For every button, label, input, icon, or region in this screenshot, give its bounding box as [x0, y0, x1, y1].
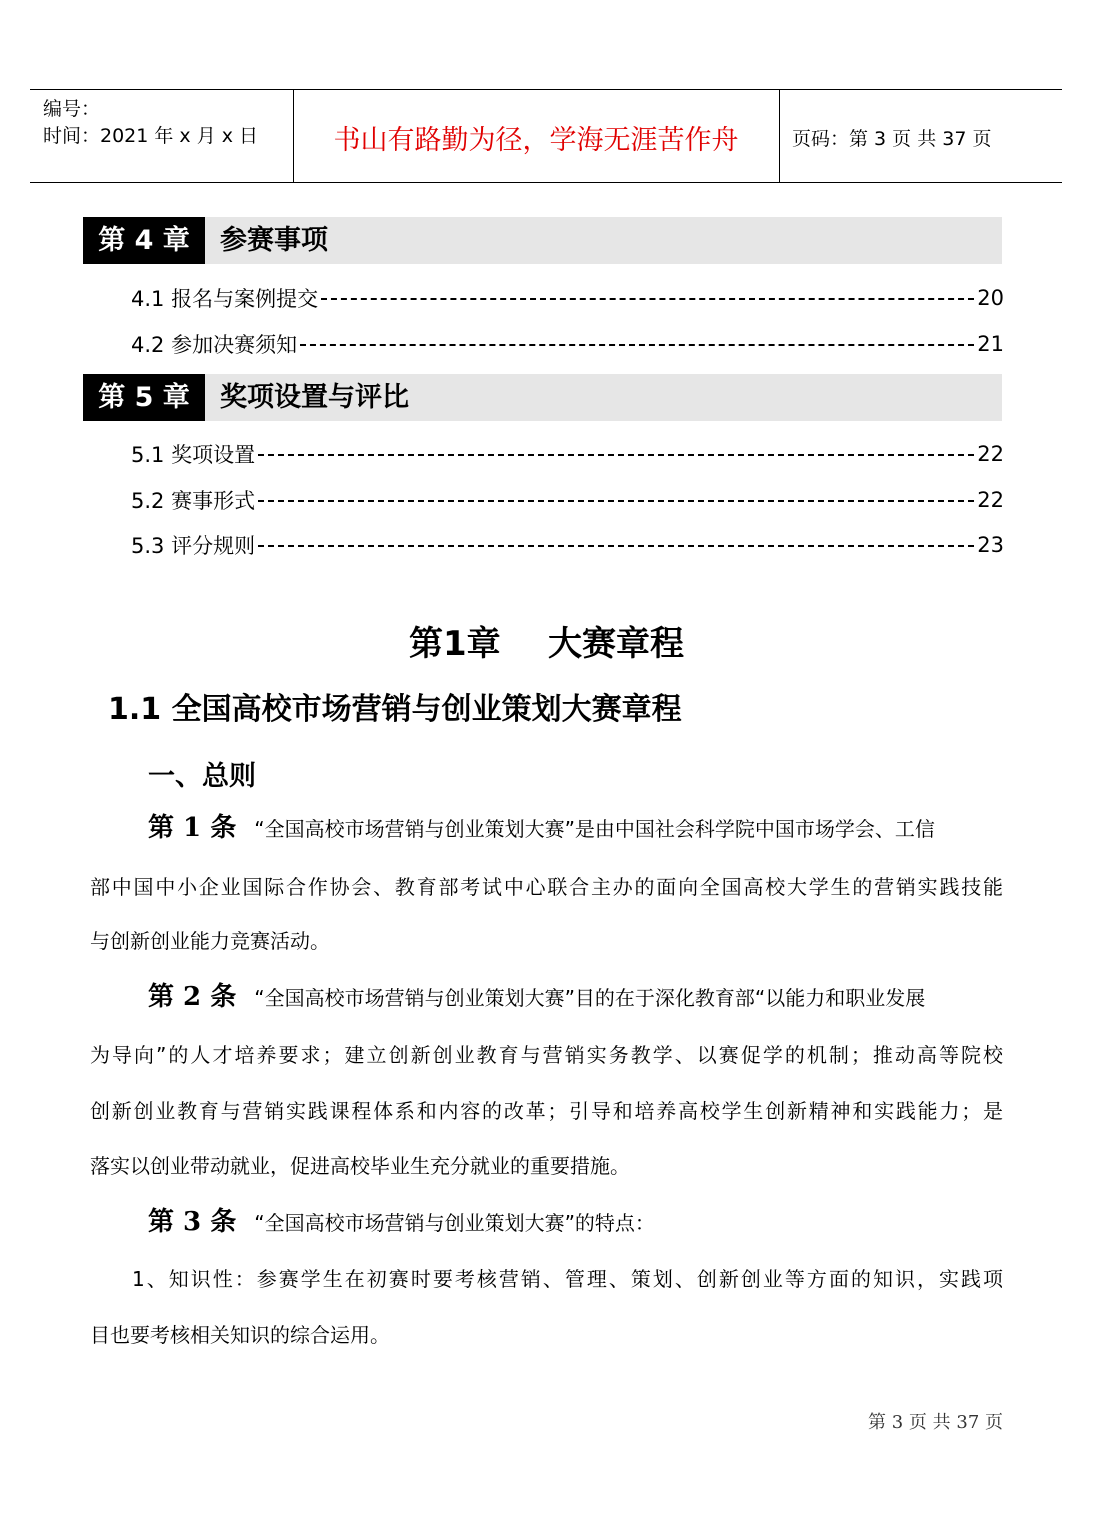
toc-entry-label: 5.1 奖项设置	[131, 443, 256, 467]
toc-chapter-4-number: 第 4 章	[83, 217, 205, 264]
toc-entry-page: 23	[977, 533, 1004, 557]
toc-chapter-5-bar	[83, 374, 1002, 421]
article-label: 第 3 条	[148, 1207, 237, 1237]
toc-entry[interactable]	[131, 330, 1004, 358]
toc-entry-label: 4.2 参加决赛须知	[131, 333, 298, 357]
article-text: 落实以创业带动就业，促进高校毕业生充分就业的重要措施。	[90, 1154, 630, 1178]
article-2-first-line	[90, 980, 1003, 1015]
header-motto: 书山有路勤为径，学海无涯苦作舟	[333, 125, 739, 156]
article-text: “全国高校市场营销与创业策划大赛”是由中国社会科学院中国市场学会、工信	[254, 817, 935, 841]
article-text: “全国高校市场营销与创业策划大赛”的特点：	[254, 1211, 655, 1235]
toc-chapter-5-title: 奖项设置与评比	[220, 382, 409, 413]
subsection-heading: 一、总则	[148, 761, 256, 792]
toc-entry[interactable]	[131, 486, 1004, 514]
toc-chapter-5-number: 第 5 章	[83, 374, 205, 421]
toc-entry-label: 5.2 赛事形式	[131, 489, 256, 513]
article-text: 与创新创业能力竞赛活动。	[90, 929, 330, 953]
toc-chapter-4-bar	[83, 217, 1002, 264]
toc-entry[interactable]	[131, 284, 1004, 312]
article-1-first-line	[90, 811, 1003, 846]
toc-entry-page: 21	[977, 332, 1004, 356]
toc-leader	[300, 344, 974, 346]
article-text: “全国高校市场营销与创业策划大赛”目的在于深化教育部“以能力和职业发展	[254, 986, 926, 1010]
article-text: 创新创业教育与营销实践课程体系和内容的改革；引导和培养高校学生创新精神和实践能力；是	[90, 1099, 1003, 1123]
header-page-info: 页码：第 3 页 共 37 页	[792, 128, 992, 150]
toc-entry-label: 5.3 评分规则	[131, 534, 256, 558]
point-text: 1、知识性：参赛学生在初赛时要考核营销、管理、策划、创新创业等方面的知识，实践项	[132, 1267, 1003, 1291]
toc-entry[interactable]	[131, 531, 1004, 559]
point-text: 目也要考核相关知识的综合运用。	[90, 1323, 390, 1347]
toc-entry-label: 4.1 报名与案例提交	[131, 287, 319, 311]
toc-entry-page: 22	[977, 488, 1004, 512]
header-page-cell	[780, 90, 1062, 182]
article-label: 第 2 条	[148, 982, 237, 1012]
document-date-label: 时间：2021 年 x 月 x 日	[43, 125, 259, 147]
toc-leader	[258, 500, 974, 502]
header-meta-cell	[30, 90, 294, 182]
section-heading: 1.1 全国高校市场营销与创业策划大赛章程	[108, 692, 682, 727]
toc-leader	[258, 545, 974, 547]
document-number-label: 编号：	[43, 98, 101, 120]
article-text: 为导向”的人才培养要求；建立创新创业教育与营销实务教学、以赛促学的机制；推动高等院校	[90, 1043, 1003, 1067]
toc-leader	[321, 298, 974, 300]
page-header	[30, 89, 1062, 183]
article-label: 第 1 条	[148, 813, 237, 843]
page-footer: 第 3 页 共 37 页	[868, 1412, 1003, 1433]
toc-leader	[258, 454, 974, 456]
toc-entry[interactable]	[131, 440, 1004, 468]
toc-entry-page: 20	[977, 286, 1004, 310]
toc-chapter-4-title: 参赛事项	[220, 225, 328, 256]
header-motto-cell	[293, 90, 780, 182]
article-3-first-line	[90, 1205, 1003, 1240]
article-text: 部中国中小企业国际合作协会、教育部考试中心联合主办的面向全国高校大学生的营销实践技能	[90, 875, 1003, 899]
chapter-heading: 第1章 大赛章程	[408, 624, 684, 664]
toc-entry-page: 22	[977, 442, 1004, 466]
